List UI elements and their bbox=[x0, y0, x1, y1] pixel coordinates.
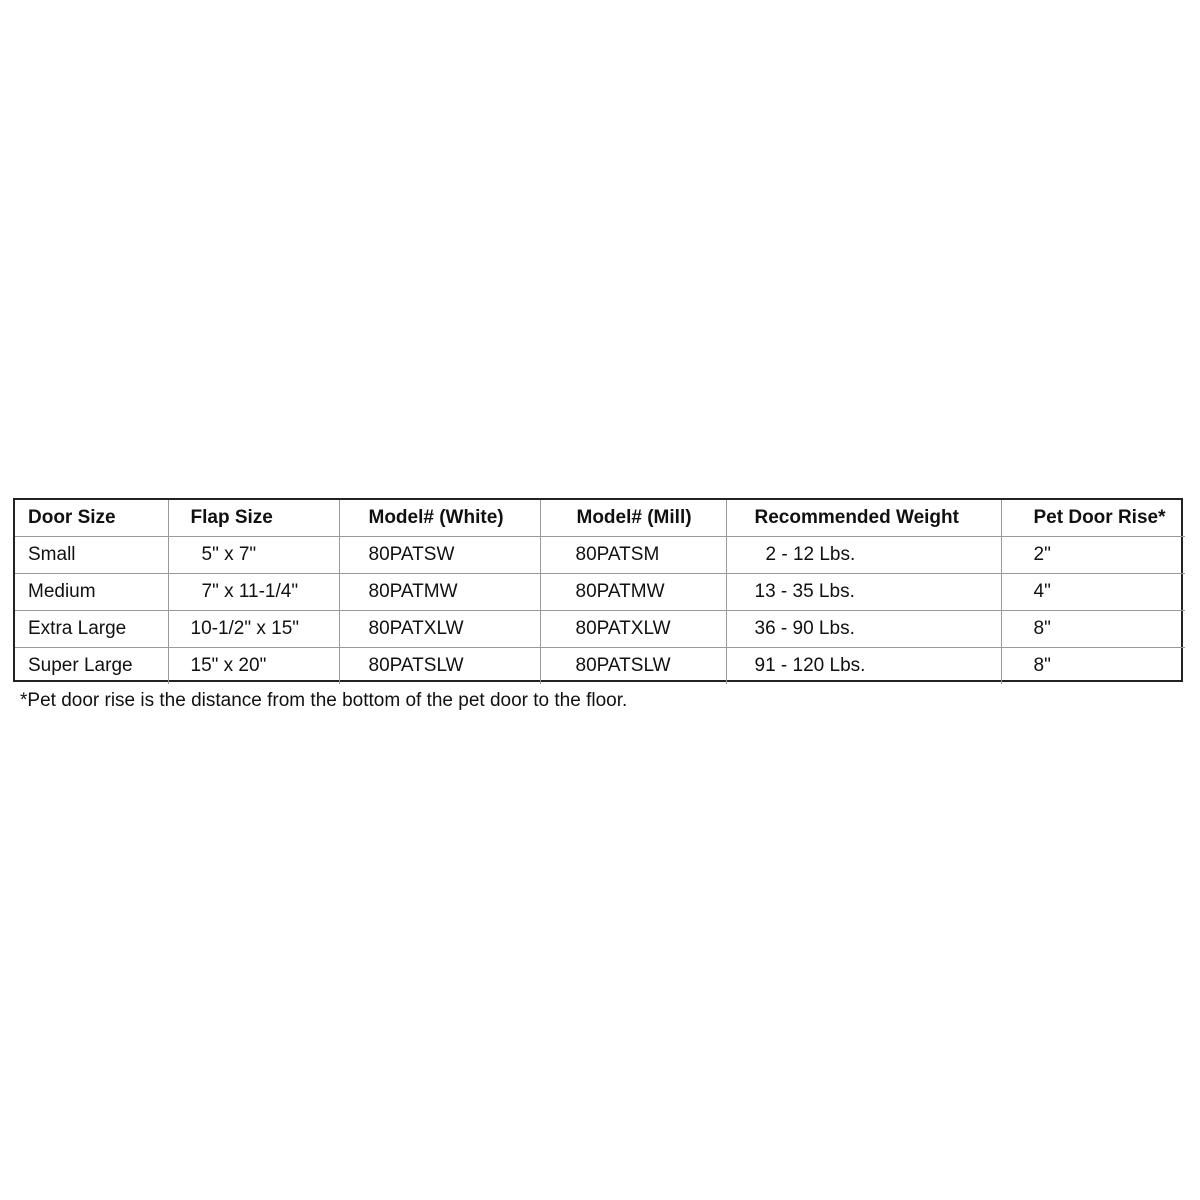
cell-flap-size: 5" x 7" bbox=[168, 537, 339, 574]
cell-model-mill: 80PATXLW bbox=[540, 611, 726, 648]
cell-pet-door-rise: 2" bbox=[1001, 537, 1185, 574]
cell-pet-door-rise: 8" bbox=[1001, 648, 1185, 685]
cell-door-size: Super Large bbox=[15, 648, 168, 685]
table-row bbox=[15, 611, 1185, 648]
header-model-white: Model# (White) bbox=[339, 500, 540, 537]
cell-model-white: 80PATSW bbox=[339, 537, 540, 574]
cell-model-mill: 80PATMW bbox=[540, 574, 726, 611]
cell-recommended-weight: 13 - 35 Lbs. bbox=[726, 574, 1001, 611]
cell-pet-door-rise: 4" bbox=[1001, 574, 1185, 611]
size-chart-table bbox=[13, 498, 1183, 682]
cell-model-white: 80PATSLW bbox=[339, 648, 540, 685]
footnote: *Pet door rise is the distance from the bottom of the pet door to the floor. bbox=[20, 690, 628, 711]
cell-door-size: Small bbox=[28, 544, 76, 565]
header-flap-size: Flap Size bbox=[168, 500, 339, 537]
size-table bbox=[15, 500, 1185, 684]
cell-model-mill: 80PATSM bbox=[540, 537, 726, 574]
cell-door-size: Medium bbox=[15, 574, 168, 611]
cell-recommended-weight: 36 - 90 Lbs. bbox=[726, 611, 1001, 648]
cell-model-mill: 80PATSLW bbox=[540, 648, 726, 685]
cell-flap-size: 7" x 11-1/4" bbox=[168, 574, 339, 611]
header-recommended-weight: Recommended Weight bbox=[726, 500, 1001, 537]
cell-pet-door-rise: 8" bbox=[1001, 611, 1185, 648]
cell-recommended-weight: 2 - 12 Lbs. bbox=[726, 537, 1001, 574]
cell-model-white: 80PATXLW bbox=[339, 611, 540, 648]
header-pet-door-rise: Pet Door Rise* bbox=[1001, 500, 1185, 537]
table-row bbox=[15, 537, 1185, 574]
header-door-size: Door Size bbox=[28, 507, 116, 528]
table-row bbox=[15, 574, 1185, 611]
cell-recommended-weight: 91 - 120 Lbs. bbox=[726, 648, 1001, 685]
cell-model-white: 80PATMW bbox=[339, 574, 540, 611]
cell-door-size: Extra Large bbox=[15, 611, 168, 648]
table-row bbox=[15, 648, 1185, 685]
cell-flap-size: 10-1/2" x 15" bbox=[168, 611, 339, 648]
cell-flap-size: 15" x 20" bbox=[168, 648, 339, 685]
table-header-row bbox=[15, 500, 1185, 537]
header-model-mill: Model# (Mill) bbox=[540, 500, 726, 537]
